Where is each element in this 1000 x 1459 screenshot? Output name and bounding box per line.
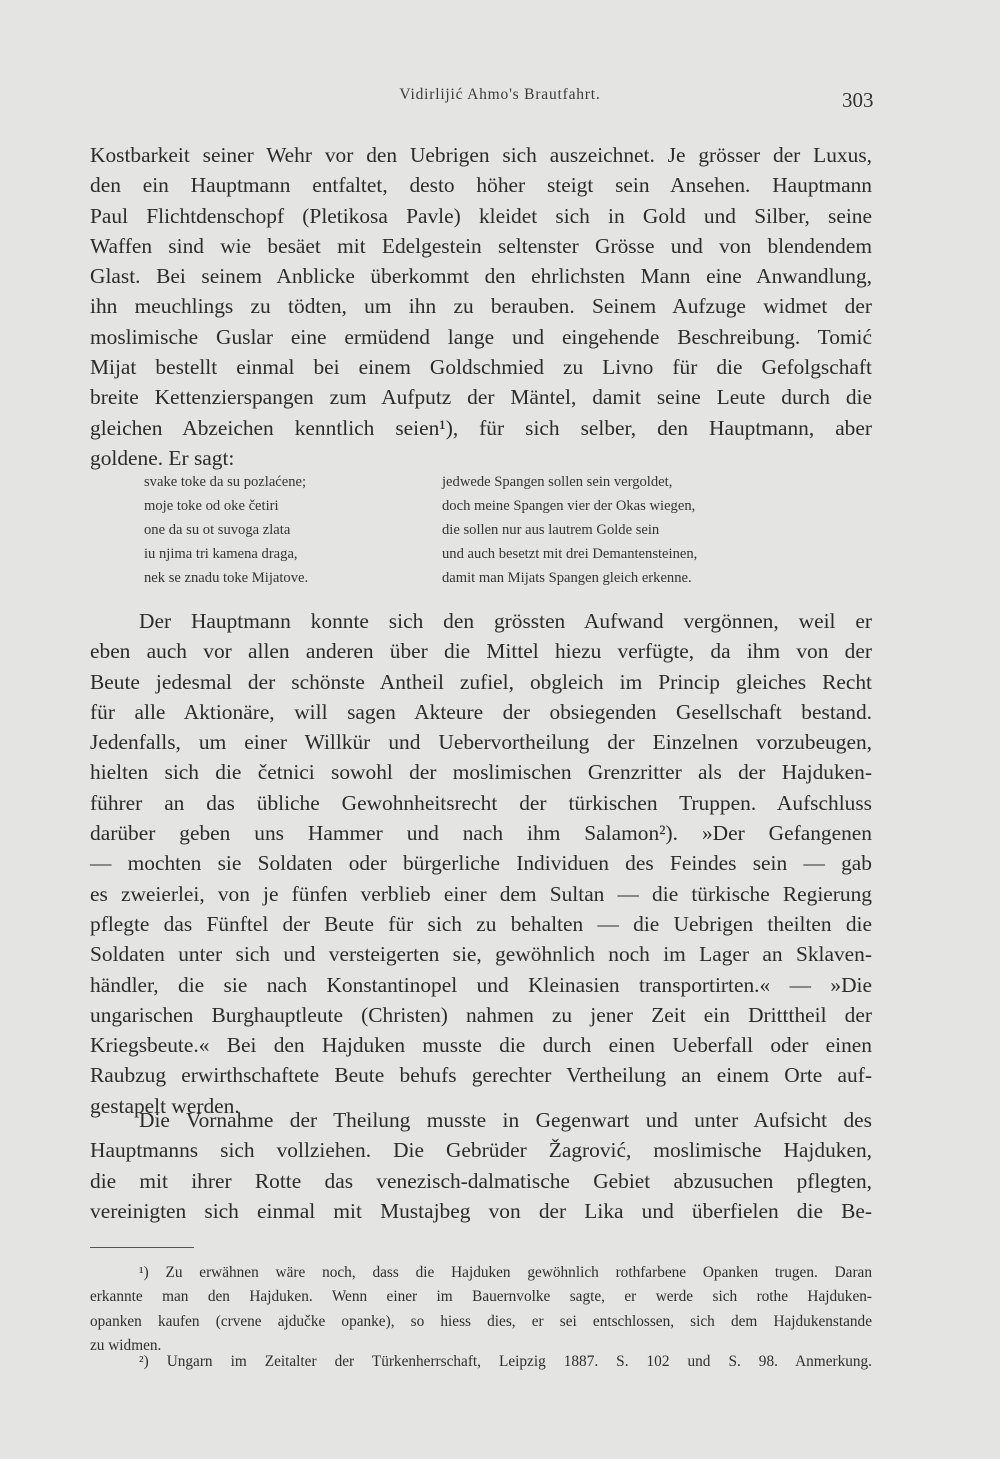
text-line: darüber geben uns Hammer und nach ihm Salamon²). »Der Gefangenen <box>90 821 872 846</box>
verse-original <box>144 470 308 590</box>
footnote-line: ¹) Zu erwähnen wäre noch, dass die Hajduken gewöhnlich rothfarbene Opanken trugen. Daran <box>139 1264 872 1281</box>
text-line: es zweierlei, von je fünfen verblieb einer dem Sultan — die türkische Regierung <box>90 881 872 906</box>
text-line: Beute jedesmal der schönste Antheil zufiel, obgleich im Princip gleiches Recht <box>90 669 872 694</box>
text-line: den ein Hauptmann entfaltet, desto höher steigt sein Ansehen. Hauptmann <box>90 173 872 198</box>
text-line: Hauptmanns sich vollziehen. Die Gebrüder Žagrović, moslimische Hajduken, <box>90 1138 872 1163</box>
text-line: vereinigten sich einmal mit Mustajbeg von der Lika und überfielen die Be- <box>90 1198 872 1223</box>
footnote-line: ²) Ungarn im Zeitalter der Türkenherrschaft, Leipzig 1887. S. 102 und S. 98. Anmerkung. <box>139 1353 872 1370</box>
text-line: gestapelt werden. <box>90 1093 240 1118</box>
verse-line: nek se znadu toke Mijatove. <box>144 570 309 587</box>
text-line: moslimische Guslar eine ermüdend lange und eingehende Beschreibung. Tomić <box>90 324 872 349</box>
verse-line: die sollen nur aus lautrem Golde sein <box>442 522 660 539</box>
verse-translation <box>442 470 697 590</box>
verse-line: und auch besetzt mit drei Demantensteinen, <box>442 546 698 563</box>
text-line: Mijat bestellt einmal bei einem Goldschmied zu Livno für die Gefolgschaft <box>90 355 872 380</box>
page-number: 303 <box>842 88 874 112</box>
text-line: breite Kettenzierspangen zum Aufputz der Mäntel, damit seine Leute durch die <box>90 385 872 410</box>
text-line: goldene. Er sagt: <box>90 445 235 470</box>
text-line: Jedenfalls, um einer Willkür und Uebervortheilung der Einzelnen vorzubeugen, <box>90 730 872 755</box>
verse-line: iu njima tri kamena draga, <box>144 546 298 563</box>
running-title: Vidirlijić Ahmo's Brautfahrt. <box>399 86 601 103</box>
text-line: Glast. Bei seinem Anblicke überkommt den ehrlichsten Mann eine Anwandlung, <box>90 264 872 289</box>
text-line: Kriegsbeute.« Bei den Hajduken musste die durch einen Ueberfall oder einen <box>90 1033 872 1058</box>
footnote-2 <box>90 1350 872 1374</box>
text-line: die mit ihrer Rotte das venezisch-dalmatische Gebiet abzusuchen pflegten, <box>90 1168 872 1193</box>
text-line: Waffen sind wie besäet mit Edelgestein seltenster Grösse und von blendendem <box>90 233 872 258</box>
paragraph-1 <box>90 140 872 473</box>
text-line: Paul Flichtdenschopf (Pletikosa Pavle) kleidet sich in Gold und Silber, seine <box>90 203 872 228</box>
text-line: händler, die sie nach Konstantinopel und Kleinasien transportirten.« — »Die <box>90 972 872 997</box>
text-line: Soldaten unter sich und versteigerten sie, gewöhnlich noch im Lager an Sklaven- <box>90 942 872 967</box>
text-line: Der Hauptmann konnte sich den grössten Aufwand vergönnen, weil er <box>139 609 872 633</box>
text-line: führer an das übliche Gewohnheitsrecht der türkischen Truppen. Aufschluss <box>90 790 872 815</box>
text-line: — mochten sie Soldaten oder bürgerliche Individuen des Feindes sein — gab <box>90 851 872 876</box>
footnote-line: erkannte man den Hajduken. Wenn einer im Bauernvolke sagte, er werde sich rothe Hajduken- <box>90 1288 872 1306</box>
text-line: eben auch vor allen anderen über die Mittel hiezu verfügte, da ihm von der <box>90 639 872 664</box>
text-line: ihn meuchlings zu tödten, um ihn zu berauben. Seinem Aufzuge widmet der <box>90 294 872 319</box>
text-line: Raubzug erwirthschaftete Beute behufs gerechter Vertheilung an einem Orte auf- <box>90 1063 872 1088</box>
paragraph-2 <box>90 606 872 1121</box>
text-line: ungarischen Burghauptleute (Christen) nahmen zu jener Zeit ein Dritttheil der <box>90 1002 872 1027</box>
text-line: gleichen Abzeichen kenntlich seien¹), für sich selber, den Hauptmann, aber <box>90 415 872 440</box>
text-line: für alle Aktionäre, will sagen Akteure der obsiegenden Gesellschaft bestand. <box>90 699 872 724</box>
verse-line: svake toke da su pozlaćene; <box>144 474 307 490</box>
footnote-1 <box>90 1261 872 1359</box>
verse-line: jedwede Spangen sollen sein vergoldet, <box>442 474 673 490</box>
verse-line: doch meine Spangen vier der Okas wiegen, <box>442 498 696 515</box>
paragraph-3 <box>90 1105 872 1226</box>
text-line: pflegte das Fünftel der Beute für sich zu behalten — die Uebrigen theilten die <box>90 911 872 936</box>
text-line: hielten sich die četnici sowohl der moslimischen Grenzritter als der Hajduken- <box>90 760 872 785</box>
text-line: Die Vornahme der Theilung musste in Gegenwart und unter Aufsicht des <box>139 1108 872 1132</box>
verse-line: moje toke od oke četiri <box>144 498 279 515</box>
verse-line: one da su ot suvoga zlata <box>144 522 291 539</box>
verse-line: damit man Mijats Spangen gleich erkenne. <box>442 570 692 587</box>
text-line: Kostbarkeit seiner Wehr vor den Uebrigen sich auszeichnet. Je grösser der Luxus, <box>90 143 872 167</box>
footnote-separator <box>90 1247 194 1248</box>
footnote-line: opanken kaufen (crvene ajdučke opanke), so hiess dies, er sei entschlossen, sich dem Hajdukenstande <box>90 1312 872 1330</box>
footnote-line: zu widmen. <box>90 1337 162 1355</box>
